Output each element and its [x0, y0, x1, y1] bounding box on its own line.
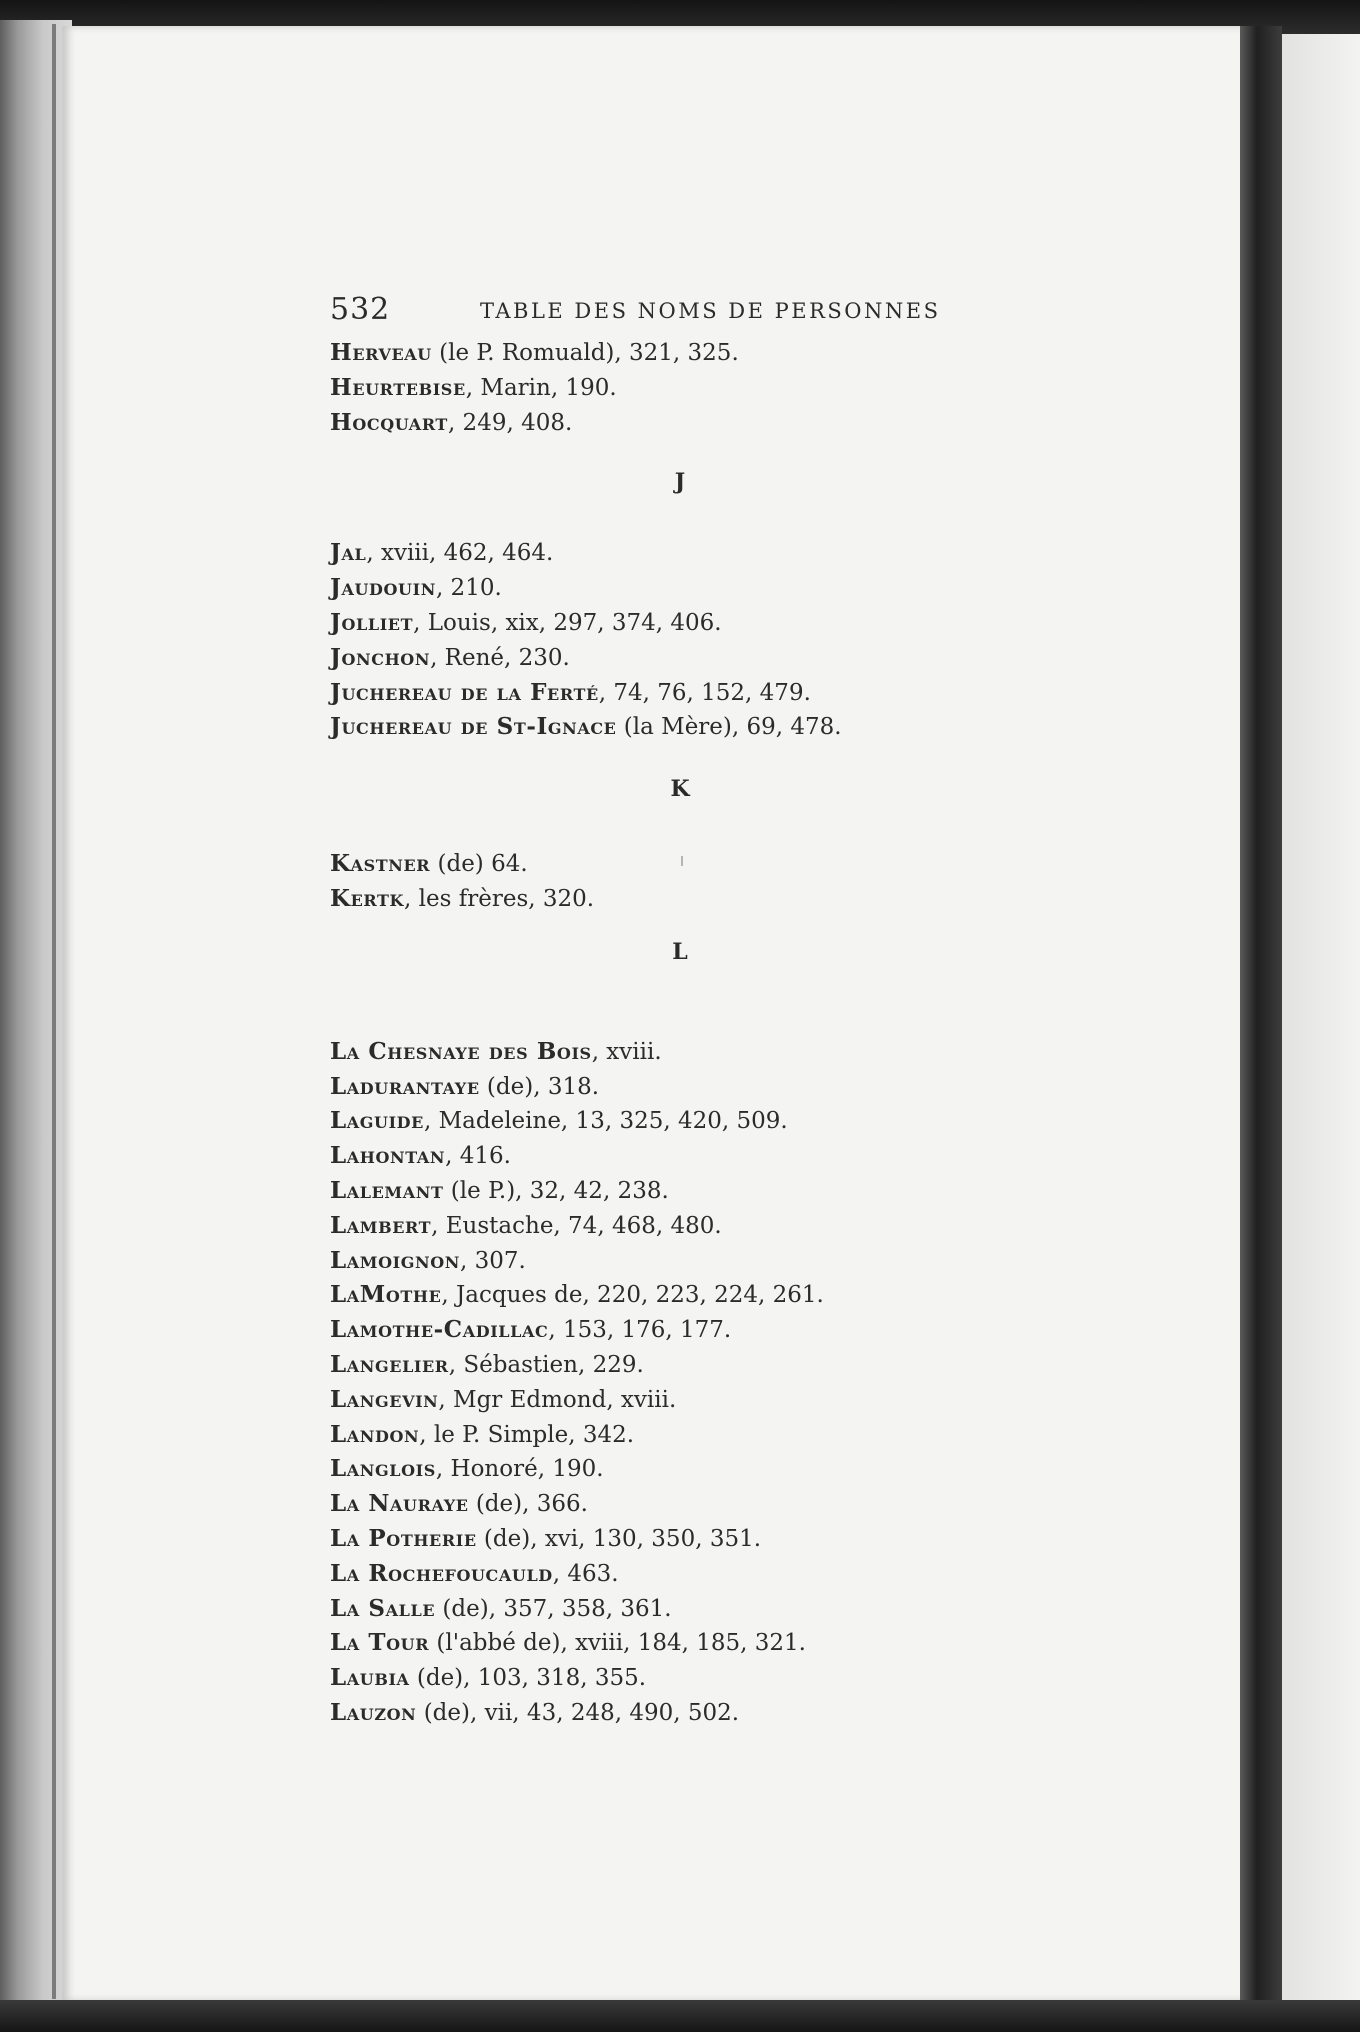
entry-name: Jaudouin — [330, 574, 436, 602]
entry-name: Kertk — [330, 884, 405, 912]
entry-references: , le P. Simple, 342. — [419, 1421, 635, 1448]
index-entry — [330, 1383, 1150, 1418]
entry-references: , Mgr Edmond, xviii. — [438, 1386, 677, 1413]
entry-references: (de), 318. — [479, 1073, 600, 1100]
entry-name: Jonchon — [330, 643, 431, 671]
index-entry — [330, 1035, 1150, 1070]
index-entry — [330, 1104, 1150, 1139]
entry-references: , 249, 408. — [447, 409, 573, 436]
entry-references: (le P. Romuald), 321, 325. — [431, 340, 739, 366]
index-entry — [330, 1592, 1150, 1627]
index-entry — [330, 1348, 1150, 1383]
entry-name: Juchereau de la Ferté — [330, 678, 599, 706]
entry-references: (de) 64. — [430, 851, 528, 878]
entry-references: , Louis, xix, 297, 374, 406. — [413, 609, 722, 636]
index-entry — [330, 406, 1150, 441]
index-entry — [330, 1278, 1150, 1313]
entry-name: La Rochefoucauld — [330, 1559, 553, 1587]
entry-name: Langevin — [330, 1385, 439, 1413]
entry-references: (de), 357, 358, 361. — [435, 1595, 672, 1622]
book-gutter — [1240, 26, 1282, 2001]
entry-references: , René, 230. — [430, 644, 570, 671]
entry-references: (de), 366. — [468, 1491, 588, 1518]
entry-references: (l'abbé de), xviii, 184, 185, 321. — [429, 1630, 806, 1657]
entry-name: Lamoignon — [330, 1246, 460, 1274]
entry-name: Ladurantaye — [330, 1072, 480, 1100]
index-text-block — [330, 280, 1150, 1731]
entry-references: , xviii, 462, 464. — [366, 540, 554, 567]
index-entry — [330, 847, 1150, 882]
index-entry — [330, 1070, 1150, 1105]
entry-references: (de), vii, 43, 248, 490, 502. — [416, 1699, 740, 1726]
entry-name: Lambert — [330, 1211, 432, 1239]
index-entry — [330, 1487, 1150, 1522]
entry-name: Langelier — [330, 1350, 449, 1378]
entry-references: (le P.), 32, 42, 238. — [443, 1177, 669, 1204]
page-number: 532 — [330, 292, 391, 327]
index-entry — [330, 1244, 1150, 1279]
entry-references: , 210. — [435, 575, 502, 602]
entry-name: La Nauraye — [330, 1490, 469, 1518]
index-entry — [330, 676, 1150, 711]
entry-name: La Chesnaye des Bois — [330, 1037, 592, 1065]
entry-name: Jolliet — [330, 608, 414, 636]
entry-references: , 74, 76, 152, 479. — [598, 679, 811, 706]
book-binding-line — [52, 24, 56, 1999]
section-letter-heading: L — [672, 938, 688, 965]
entry-name: La Tour — [330, 1629, 430, 1657]
entry-references: , Jacques de, 220, 223, 224, 261. — [441, 1282, 824, 1309]
index-entry — [330, 1418, 1150, 1453]
index-entry — [330, 606, 1150, 641]
section-letter-heading: K — [670, 776, 690, 803]
entry-name: Lauzon — [330, 1698, 417, 1726]
entry-references: , 153, 176, 177. — [548, 1317, 732, 1344]
running-head — [330, 280, 1150, 336]
entry-references: , xviii. — [591, 1038, 662, 1065]
index-section-j — [330, 536, 1150, 745]
entry-references: (de), 103, 318, 355. — [409, 1665, 647, 1692]
index-entry — [330, 536, 1150, 571]
entry-name: Hocquart — [330, 408, 448, 436]
entry-name: Landon — [330, 1420, 420, 1448]
entry-name: La Salle — [330, 1594, 436, 1622]
index-section-l — [330, 1035, 1150, 1731]
entry-name: Lahontan — [330, 1142, 446, 1170]
running-head-title: TABLE DES NOMS DE PERSONNES — [480, 299, 941, 323]
entry-name: La Potherie — [330, 1524, 477, 1552]
entry-name: Laguide — [330, 1107, 424, 1135]
entry-references: , Honoré, 190. — [435, 1456, 604, 1483]
index-entry — [330, 1139, 1150, 1174]
index-entry — [330, 1696, 1150, 1731]
entry-name: Laubia — [330, 1664, 410, 1692]
index-entry — [330, 1313, 1150, 1348]
entry-name: Lalemant — [330, 1176, 444, 1204]
index-section-h — [330, 336, 1150, 440]
scan-bottom-edge — [0, 2000, 1360, 2032]
entry-references: , Marin, 190. — [465, 374, 617, 401]
index-section-k — [330, 847, 1150, 917]
entry-references: , les frères, 320. — [404, 885, 595, 912]
index-entry — [330, 1661, 1150, 1696]
entry-references: , 463. — [552, 1560, 619, 1587]
entry-name: Langlois — [330, 1455, 436, 1483]
index-entry — [330, 882, 1150, 917]
index-entry — [330, 1557, 1150, 1592]
index-entry — [330, 371, 1150, 406]
section-letter-heading: J — [674, 469, 686, 496]
facing-page-edge — [1282, 34, 1360, 2000]
index-entry — [330, 1626, 1150, 1661]
entry-references: (de), xvi, 130, 350, 351. — [476, 1525, 762, 1552]
index-entry — [330, 641, 1150, 676]
entry-references: , Madeleine, 13, 325, 420, 509. — [423, 1108, 788, 1135]
entry-name: Lamothe-Cadillac — [330, 1316, 549, 1344]
entry-references: , Eustache, 74, 468, 480. — [431, 1212, 722, 1239]
entry-references: , Sébastien, 229. — [448, 1351, 644, 1378]
entry-references: , 307. — [459, 1247, 526, 1274]
index-entry — [330, 571, 1150, 606]
index-entry — [330, 1174, 1150, 1209]
entry-name: Heurtebise — [330, 373, 466, 401]
entry-name: Herveau — [330, 339, 432, 366]
entry-name: Jal — [330, 539, 367, 567]
entry-references: , 416. — [445, 1143, 511, 1170]
index-entry — [330, 336, 1150, 371]
entry-name: Juchereau de St-Ignace — [330, 713, 617, 741]
index-entry — [330, 1452, 1150, 1487]
entry-references: (la Mère), 69, 478. — [616, 714, 842, 741]
index-entry — [330, 1209, 1150, 1244]
index-entry — [330, 710, 1150, 745]
index-entry — [330, 1522, 1150, 1557]
entry-name: Kastner — [330, 850, 431, 878]
entry-name: LaMothe — [330, 1281, 442, 1309]
